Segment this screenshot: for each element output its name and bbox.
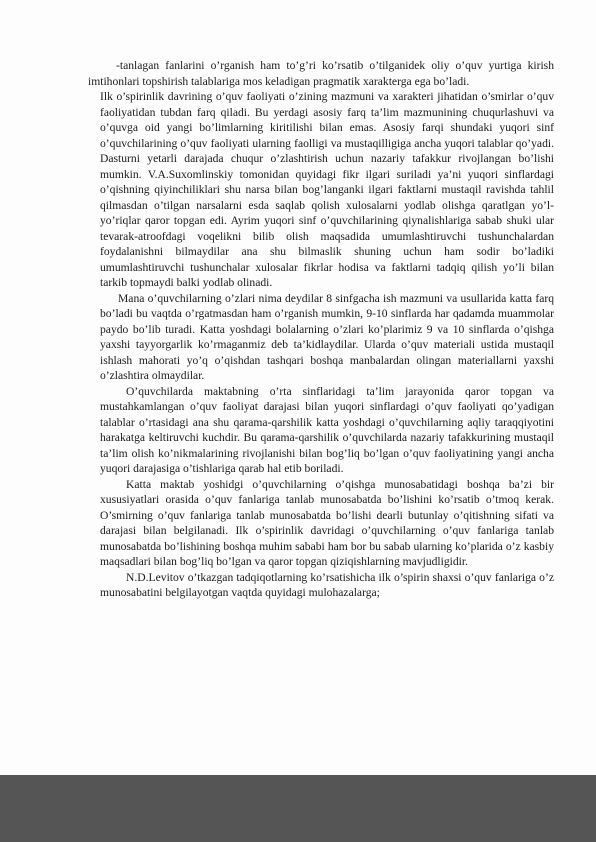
paragraph: Mana o’quvchilarning o’zlari nima deydilar 8 sinfgacha ish mazmuni va usullarida katta farq bo’ladi bu vaqtda o’rgatmasdan ham o’rganish mumkin, 9-10 sinflarda har qadamda muammolar paydo bo’lib turadi. Katta yoshdagi bolalarning o’zlari ko’plarimiz 9 va 10 sinflarda o’qishga yaxshi tayyorgarlik ko’rmaganmiz deb ta’kidlaydilar. Ularda o’quv materiali ustida mustaqil ishlash mahorati yo’q o’qishdan tashqari boshqa manbalardan olingan materiallarni yaxshi o’zlashtira olmaydilar. <box>100 291 554 382</box>
paragraph: -tanlagan fanlarini o’rganish ham to’g’ri ko’rsatib o’tilganidek oliy o’quv yurtiga kirish imtihonlari topshirish talablariga mos keladigan pragmatik xarakterga ega bo’ladi. <box>88 59 554 88</box>
document-text <box>88 58 554 601</box>
footer-bar <box>0 775 596 842</box>
paragraph: O’quvchilarda maktabning o’rta sinflaridagi ta’lim jarayonida qaror topgan va mustahkamlangan o’quv faoliyat darajasi bilan yuqori sinflardagi o’quv faoliyati qo’yadigan talablar o’rtasidagi ana shu qarama-qarshilik katta yoshdagi o’quvchilarning aqliy taraqqiyotini harakatga keltiruvchi kuchdir. Bu qarama-qarshilik o’quvchilarda nazariy tafakkurining mustaqil ta’lim olish ko’nikmalarining rivojlanishi bilan bog’liq bo’lgan o’quv faoliyatining yangi ancha yuqori darajasiga o’tishlariga qarab hal etib boriladi. <box>100 384 554 475</box>
paragraph: Katta maktab yoshidgi o’quvchilarning o’qishga munosabatidagi boshqa ba’zi bir xususiyatlari orasida o’quv fanlariga tanlab munosabatda bo’lishini ko’rsatib o’tmoq kerak. O’smirning o’quv fanlariga tanlab munosabatda bo’lishi dearli butunlay o’qitishning sifati va darajasi bilan belgilanadi. Ilk o’spirinlik davridagi o’quvchilarning o’quv fanlariga tanlab munosabatda bo’lishining boshqa muhim sababi ham bor bu sabab ularning ko’plarida o’z kasbiy maqsadlari bilan bog’liq bo’lgan va qaror topgan qiziqishlarning mavjudligidir. <box>100 477 554 568</box>
paragraph: N.D.Levitov o’tkazgan tadqiqotlarning ko’rsatishicha ilk o’spirin shaxsi o’quv fanlariga o’z munosabatini belgilayotgan vaqtda quyidagi mulohazalarga; <box>100 570 554 599</box>
paragraph: Ilk o’spirinlik davrining o’quv faoliyati o’zining mazmuni va xarakteri jihatidan o’smirlar o’quv faoliyatidan tubdan farq qiladi. Bu yerdagi asosiy farq ta’lim mazmunining chuqurlashuvi va o’quvga oid yangi bo’limlarning kiritilishi bilan emas. Asosiy farqi shundaki yuqori sinf o’quvchilarining o’quv faoliyati ularning faolligi va mustaqilligiga ancha yuqori talablar qo’yadi. Dasturni yetarli darajada chuqur o’zlashtirish uchun nazariy tafakkur rivojlangan bo’lishi mumkin. V.A.Suxomlinskiy tomonidan quyidagi fikr ilgari suriladi ya’ni yuqori sinflardagi o’qishning qiyinchiliklari shu narsa bilan bog’langanki ilgari faktlarni mustaqil ravishda tahlil qilmasdan o’tilgan narsalarni esda saqlab qolish xulosalarni yodlab olishga qaratlgan yo’l-yo’riqlar qaror topgan edi. Ayrim yuqori sinf o’quvchilarining qiynalishlariga sabab shuki ular tevarak-atroofdagi voqelikni bilib olish maqsadida umumlashtiruvchi tushunchalardan foydalanishni bilmaydilar ana shu bilmaslik shuning uchun ham sodir bo’ladiki umumlashtiruvchi tushunchalar xulosalar fikrlar hodisa va faktlarni tadqiq qilish yo’li bilan tarkib topmaydi balki yodlab olinadi. <box>100 90 554 289</box>
